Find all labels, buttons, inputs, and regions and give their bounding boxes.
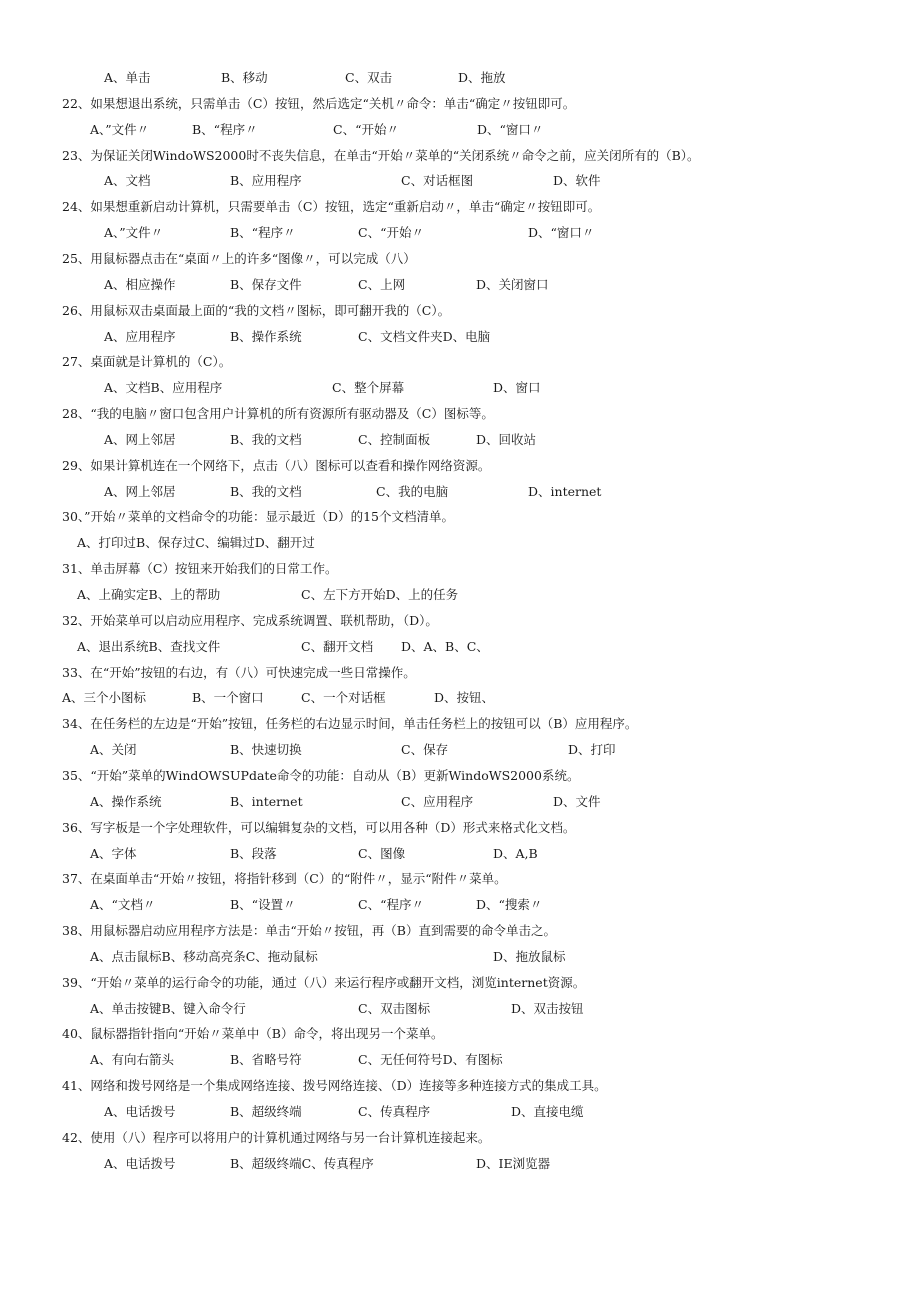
option-text: A、应用程序 — [104, 328, 176, 344]
text-line — [0, 611, 920, 631]
option-text: B、“设置〃 — [230, 897, 296, 913]
option-text: B、移动 — [221, 70, 268, 85]
option-text: C、翻开文档 — [301, 638, 374, 654]
text-line — [0, 921, 920, 941]
option-text: B、操作系统 — [230, 328, 302, 344]
question-text: 28、“我的电脑〃窗口包含用户计算机的所有资源所有驱动器及（C）图标等。 — [62, 406, 494, 422]
question-text: 34、在任务栏的左边是“开始”按钮，任务栏的右边显示时间，单击任务栏上的按钮可以（B）应用程序。 — [62, 716, 638, 732]
text-line — [0, 1128, 920, 1148]
option-text: A、网上邻居 — [104, 483, 176, 499]
question-text: 32、开始菜单可以启动应用程序、完成系统调置、联机帮助，（D）。 — [62, 612, 438, 628]
option-text: A、三个小图标 — [62, 690, 147, 706]
option-text: A、关闭 — [90, 742, 137, 758]
question-text: 36、写字板是一个字处理软件，可以编辑复杂的文档，可以用各种（D）形式来格式化文档。 — [62, 819, 576, 835]
option-text: D、回收站 — [476, 431, 537, 447]
option-text: A、”文件〃 — [104, 225, 164, 241]
question-text: 39、“开始〃菜单的运行命令的功能，通过（八）来运行程序或翻开文档，浏览internet资源。 — [62, 974, 586, 990]
question-text: 22、如果想退出系统，只需单击（C）按钮，然后选定“关机〃命令：单击“确定〃按钮即可。 — [62, 95, 576, 111]
option-text: B、段落 — [230, 845, 277, 861]
option-text: A、字体 — [90, 845, 137, 861]
question-text: 42、使用（八）程序可以将用户的计算机通过网络与另一台计算机连接起来。 — [62, 1129, 491, 1145]
question-text: A、打印过B、保存过C、编辑过D、翻开过 — [77, 535, 315, 551]
text-line — [0, 844, 920, 864]
text-line — [0, 973, 920, 993]
text-line — [0, 663, 920, 683]
option-text: B、省略号符 — [230, 1052, 302, 1068]
option-text: D、拖放鼠标 — [493, 948, 566, 964]
option-text: C、双击 — [345, 70, 393, 85]
option-text: C、我的电脑 — [376, 483, 449, 499]
option-text: B、internet — [230, 793, 303, 809]
option-text: D、直接电缆 — [511, 1104, 584, 1119]
text-line — [0, 818, 920, 838]
text-line — [0, 999, 920, 1019]
option-text: D、软件 — [553, 173, 601, 189]
option-text: D、A,B — [493, 845, 538, 861]
text-line — [0, 740, 920, 760]
option-text: A、相应操作 — [104, 276, 176, 292]
option-text: B、“程序〃 — [230, 225, 296, 241]
text-line — [0, 1154, 920, 1174]
text-line — [0, 869, 920, 889]
question-text: 40、鼠标器指针指向“开始〃菜单中（B）命令，将出现另一个菜单。 — [62, 1026, 444, 1042]
option-text: A、点击鼠标B、移动高亮条C、拖动鼠标 — [90, 948, 318, 964]
text-line — [0, 197, 920, 217]
text-line — [0, 301, 920, 321]
text-line — [0, 378, 920, 398]
option-text: A、”文件〃 — [90, 121, 150, 137]
text-line — [0, 404, 920, 424]
text-line — [0, 1076, 920, 1096]
option-text: D、打印 — [568, 742, 616, 758]
option-text: B、超级终端C、传真程序 — [230, 1155, 374, 1171]
question-text: 27、桌面就是计算机的（C）。 — [62, 354, 232, 370]
option-text: C、传真程序 — [358, 1104, 431, 1119]
option-text: C、双击图标 — [358, 1000, 431, 1016]
question-text: 37、在桌面单击“开始〃按钮，将指针移到（C）的“附件〃，显示“附件〃菜单。 — [62, 871, 507, 887]
option-text: C、文档文件夹D、电脑 — [358, 328, 491, 344]
option-text: B、我的文档 — [230, 483, 302, 499]
text-line — [0, 714, 920, 734]
text-line — [0, 766, 920, 786]
option-text: A、文档B、应用程序 — [104, 380, 223, 396]
option-text: D、拖放 — [458, 70, 506, 85]
text-line — [0, 688, 920, 708]
text-line — [0, 895, 920, 915]
text-line — [0, 94, 920, 114]
option-text: C、应用程序 — [401, 793, 474, 809]
option-text: A、操作系统 — [90, 793, 162, 809]
text-line — [0, 533, 920, 553]
text-line — [0, 120, 920, 140]
option-text: D、IE浏览器 — [476, 1155, 551, 1171]
option-text: A、上确实定B、上的帮助 — [77, 587, 221, 602]
option-text: C、上网 — [358, 276, 406, 292]
option-text: B、一个窗口 — [192, 690, 264, 706]
option-text: B、保存文件 — [230, 276, 302, 292]
option-text: A、单击 — [104, 70, 151, 85]
question-text: 24、如果想重新启动计算机，只需要单击（C）按钮，选定“重新启动〃，单击“确定〃按钮即可。 — [62, 199, 601, 215]
question-text: 25、用鼠标器点击在“桌面〃上的许多“图像〃，可以完成（八） — [62, 250, 416, 266]
option-text: A、文档 — [104, 173, 151, 189]
text-line — [0, 1102, 920, 1122]
text-line — [0, 146, 920, 166]
question-text: 23、为保证关闭WindoWS2000时不丧失信息，在单击“开始〃菜单的“关闭系统〃命令之前，应关闭所有的（B）。 — [62, 147, 700, 163]
option-text: C、保存 — [401, 742, 449, 758]
text-line — [0, 327, 920, 347]
option-text: D、“窗口〃 — [528, 225, 595, 241]
question-text: 26、用鼠标双击桌面最上面的“我的文档〃图标，即可翻开我的（C）。 — [62, 302, 451, 318]
text-line — [0, 456, 920, 476]
option-text: B、超级终端 — [230, 1104, 302, 1119]
text-line — [0, 637, 920, 657]
option-text: D、关闭窗口 — [476, 276, 549, 292]
text-line — [0, 275, 920, 295]
question-text: 30、”开始〃菜单的文档命令的功能：显示最近（D）的15个文档清单。 — [62, 509, 454, 525]
question-text: 41、网络和拨号网络是一个集成网络连接、拨号网络连接、（D）连接等多种连接方式的集成工具。 — [62, 1078, 607, 1094]
option-text: D、“窗口〃 — [477, 121, 544, 137]
text-line — [0, 585, 920, 605]
question-text: 29、如果计算机连在一个网络下，点击（八）图标可以查看和操作网络资源。 — [62, 457, 491, 473]
option-text: A、电话拨号 — [104, 1155, 176, 1171]
option-text: D、“搜索〃 — [476, 897, 543, 913]
text-line — [0, 1050, 920, 1070]
question-text: 33、在“开始”按钮的右边，有（八）可快速完成一些日常操作。 — [62, 664, 416, 680]
question-text: 35、“开始”菜单的WindOWSUPdate命令的功能：自动从（B）更新WindoWS2000系统。 — [62, 767, 580, 783]
option-text: A、退出系统B、查找文件 — [77, 638, 221, 654]
option-text: C、图像 — [358, 845, 406, 861]
text-line — [0, 559, 920, 579]
text-line — [0, 482, 920, 502]
option-text: C、“开始〃 — [358, 225, 424, 241]
text-line — [0, 352, 920, 372]
option-text: C、对话框图 — [401, 173, 474, 189]
option-text: D、A、B、C、 — [401, 638, 489, 654]
option-text: A、电话拨号 — [104, 1104, 176, 1119]
option-text: C、“开始〃 — [333, 121, 399, 137]
option-text: B、应用程序 — [230, 173, 302, 189]
option-text: C、一个对话框 — [301, 690, 386, 706]
text-line — [0, 68, 920, 88]
option-text: D、internet — [528, 483, 602, 499]
text-line — [0, 249, 920, 269]
option-text: C、整个屏幕 — [332, 380, 405, 396]
option-text: D、双击按钮 — [511, 1000, 584, 1016]
option-text: B、“程序〃 — [192, 121, 258, 137]
text-line — [0, 947, 920, 967]
option-text: A、网上邻居 — [104, 431, 176, 447]
option-text: A、单击按键B、键入命令行 — [90, 1000, 246, 1016]
text-line — [0, 223, 920, 243]
option-text: C、控制面板 — [358, 431, 431, 447]
option-text: D、文件 — [553, 793, 601, 809]
text-line — [0, 1024, 920, 1044]
option-text: B、我的文档 — [230, 431, 302, 447]
option-text: C、左下方开始D、上的任务 — [301, 587, 459, 602]
option-text: D、窗口 — [493, 380, 541, 396]
text-line — [0, 507, 920, 527]
text-line — [0, 430, 920, 450]
question-text: 38、用鼠标器启动应用程序方法是：单击“开始〃按钮，再（B）直到需要的命令单击之。 — [62, 923, 556, 939]
text-line — [0, 792, 920, 812]
question-text: 31、单击屏幕（C）按钮来开始我们的日常工作。 — [62, 561, 338, 577]
option-text: D、按钮、 — [434, 690, 495, 706]
option-text: A、有向右箭头 — [90, 1052, 175, 1068]
option-text: A、“文档〃 — [90, 897, 156, 913]
option-text: C、无任何符号D、有图标 — [358, 1052, 503, 1068]
option-text: C、“程序〃 — [358, 897, 424, 913]
option-text: B、快速切换 — [230, 742, 302, 758]
text-line — [0, 171, 920, 191]
